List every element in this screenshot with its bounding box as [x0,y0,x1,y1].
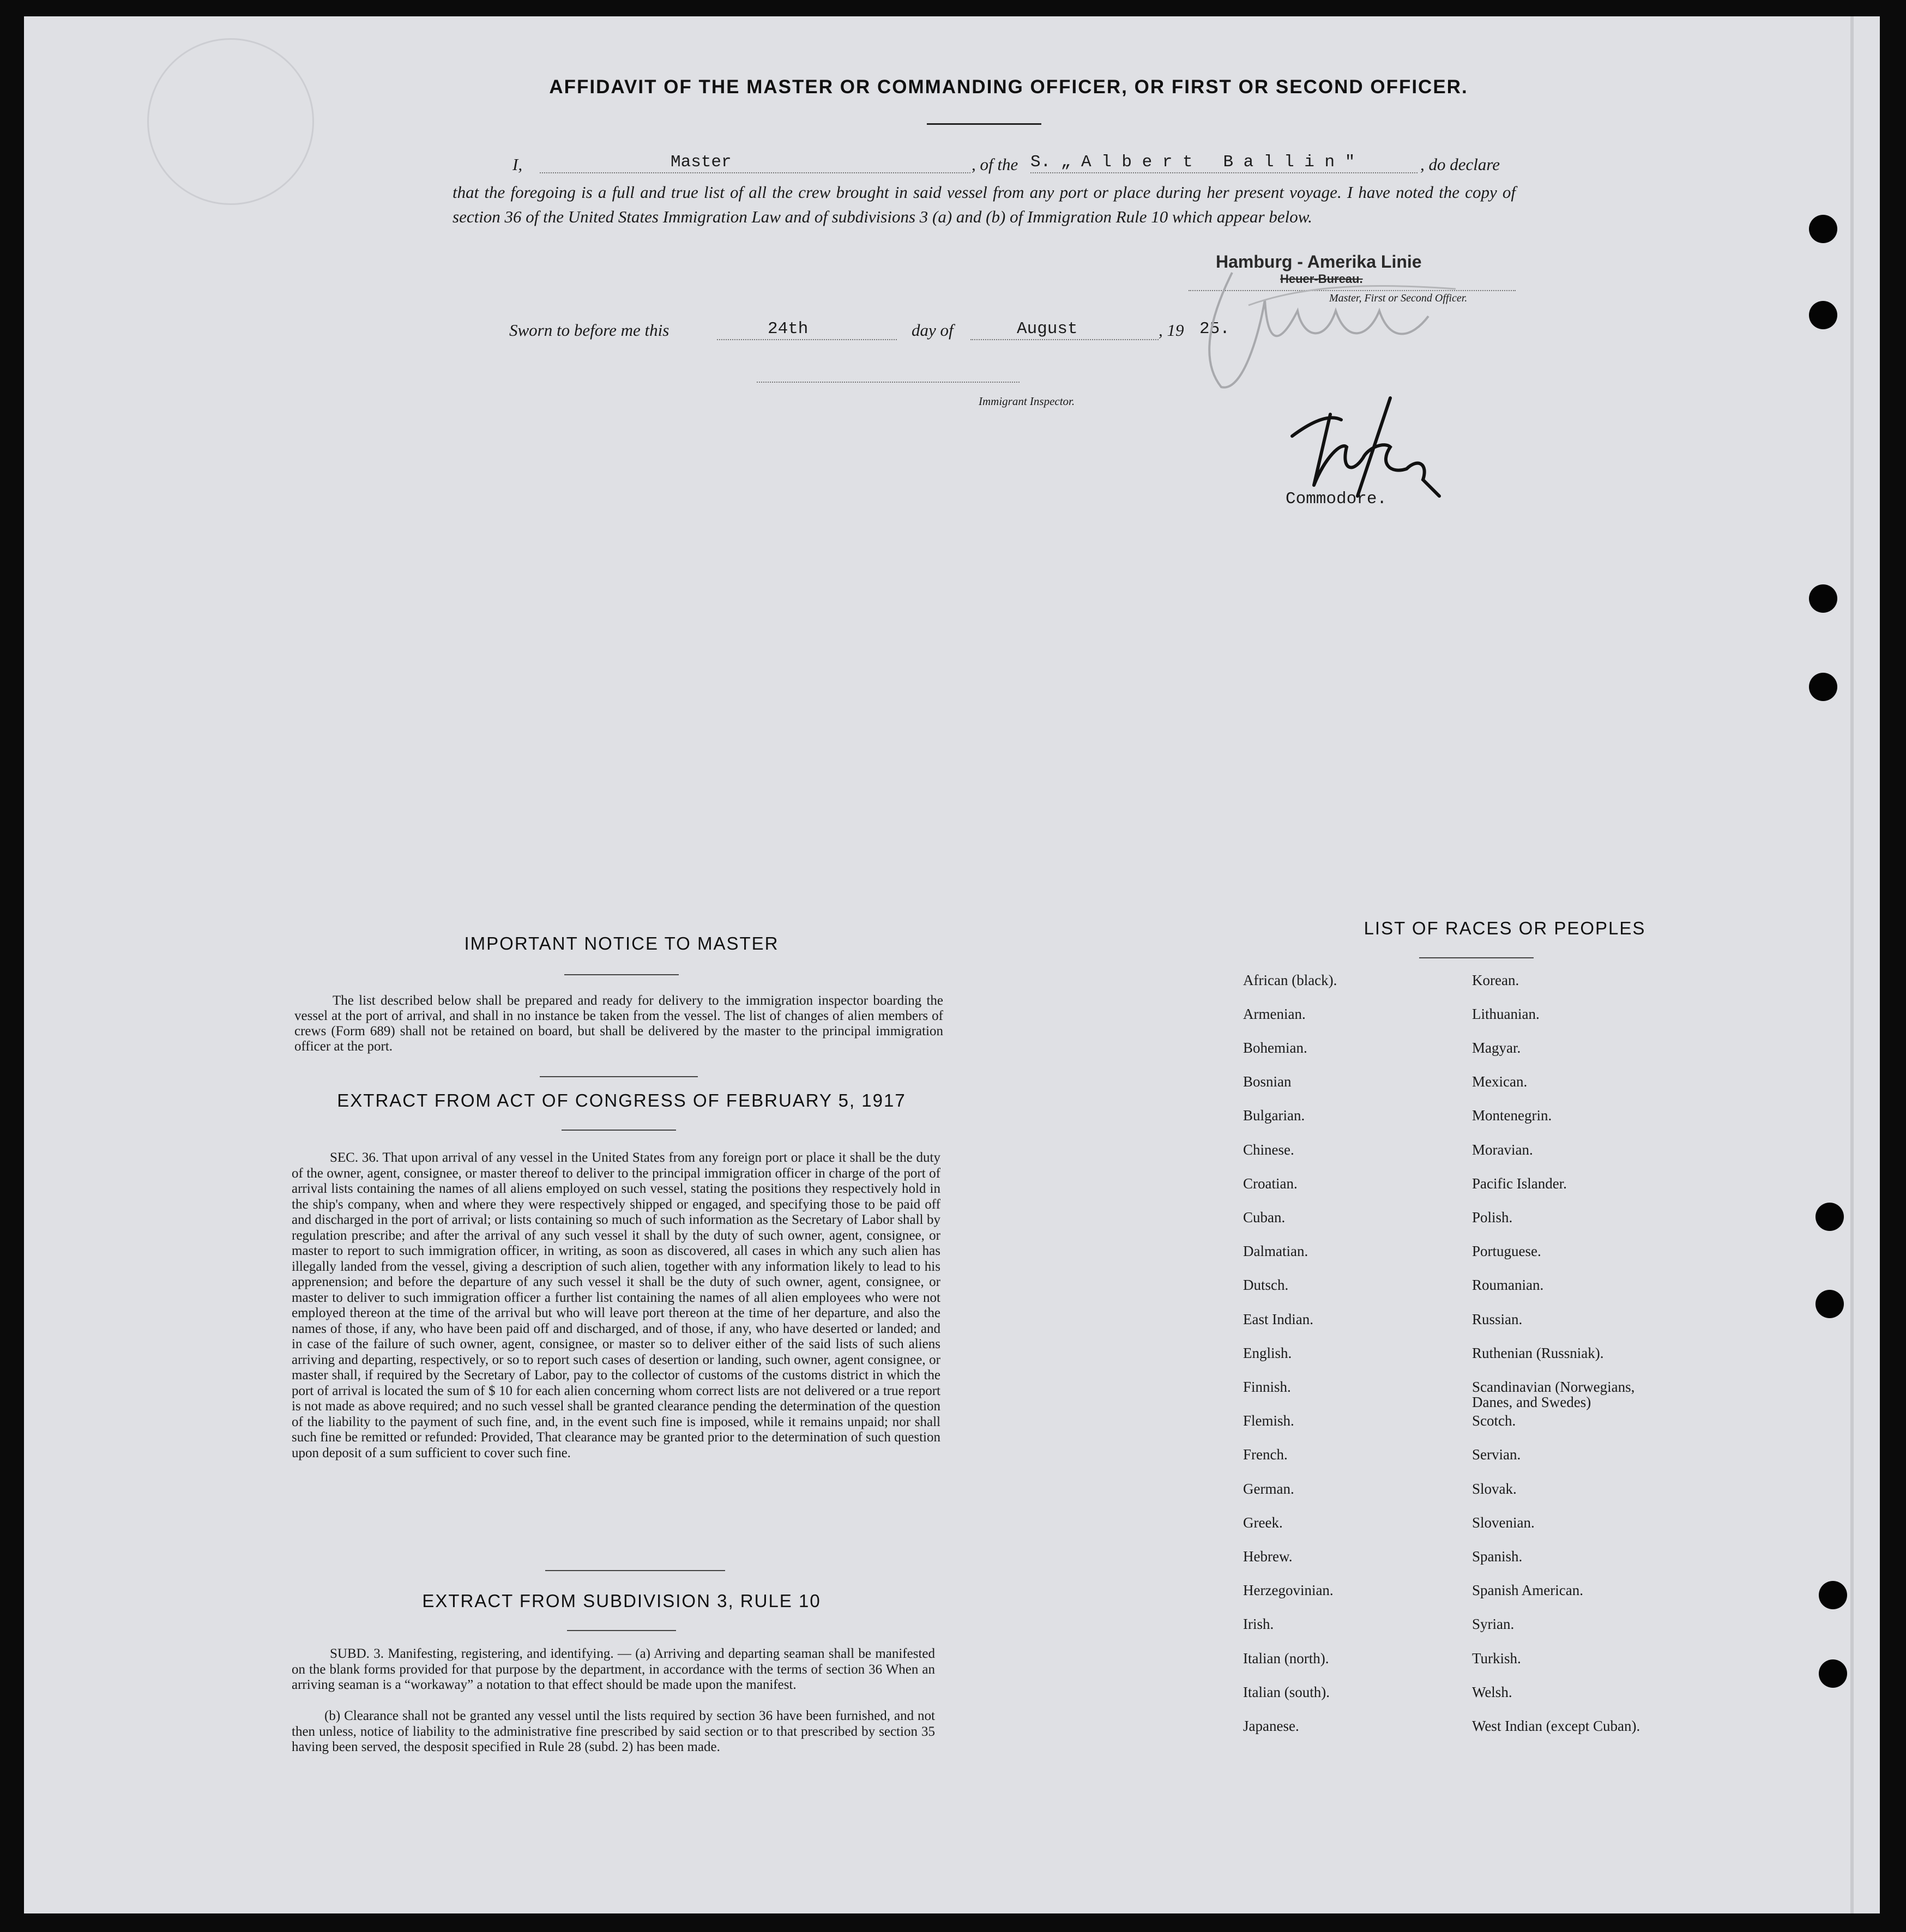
affidavit-line1-start: I, [512,155,523,174]
race-item: Finnish. [1243,1379,1291,1395]
race-item: Chinese. [1243,1142,1294,1158]
race-item: Cuban. [1243,1209,1286,1225]
race-item: Italian (south). [1243,1684,1330,1700]
master-name: Master [671,153,732,172]
race-item: French. [1243,1446,1288,1463]
punch-hole [1809,673,1837,701]
rule-subd-a: SUBD. 3. Manifesting, registering, and identifying. — (a) Arriving and departing seaman shall be manifested on the blank forms provided for that purpose by the department, in accordance with the terms of section 36 When an arriving seaman is a “workaway” a notation to that effect should be made upon the manifest. [292,1646,935,1692]
sworn-day-line [717,339,897,340]
master-name-line [540,172,970,173]
affidavit-of-the: , of the [972,155,1018,174]
day-of-label: day of [912,321,954,340]
races-title: LIST OF RACES OR PEOPLES [1364,918,1646,938]
rule-title: EXTRACT FROM SUBDIVISION 3, RULE 10 [422,1591,821,1611]
race-item: Dutsch. [1243,1277,1289,1293]
races-right-column [1472,973,1723,1752]
race-item: Roumanian. [1472,1277,1544,1293]
race-item: Hebrew. [1243,1548,1293,1565]
race-item: Scotch. [1472,1412,1516,1429]
race-item: Slovak. [1472,1481,1517,1497]
officer-caption: Master, First or Second Officer. [1329,292,1468,304]
race-item: Croatian. [1243,1175,1298,1192]
race-item: Montenegrin. [1472,1107,1552,1124]
race-item: West Indian (except Cuban). [1472,1718,1640,1734]
race-item: Ruthenian (Russniak). [1472,1345,1604,1361]
punch-hole [1809,215,1837,243]
affidavit-do-declare: , do declare [1420,155,1500,174]
race-item: Turkish. [1472,1650,1521,1667]
punch-hole [1819,1659,1847,1688]
act-text: SEC. 36. That upon arrival of any vessel in the United States from any foreign port or place it shall be the duty of the owner, agent, consignee, or master thereof to deliver to the principal immigration officer in charge of the port of arrival lists containing the names of all aliens employed on such vessel, stating the positions they respectively hold in the ship's company, when and where they were respectively shipped or engaged, and specifying those to be paid off and discharged in the port of arrival; or lists containing so much of such information as the Secretary of Labor shall by regulation prescribe; and after the arrival of any such vessel it shall by the duty of such owner, agent, consignee, or master to report to such immigration officer, in writing, as soon as discovered, all cases in which any such alien has illegally landed from the vessel, giving a description of such alien, together with any information likely to lead to his apprenension; and before the departure of any such vessel it shall be the duty of such owner, agent, consignee, or master to deliver to such immigration officer a further list containing the names of all alien employees who were not employed thereon at the time of the arrival but who will leave port thereon at the time of her departure, and also the names of those, if any, who have been paid off and discharged, and of those, if any, who have deserted or landed; and in case of the failure of such owner, agent, consignee, or master so to deliver either of the said lists of such aliens arriving and departing, respectively, or so to report such cases of desertion or landing, such owner, agent consignee, or master shall, if required by the Secretary of Labor, pay to the collector of customs of the customs district in which the port of arrival is located the sum of $ 10 for each alien concerning whom correct lists are not delivered or a true report is not made as above required; and no such vessel shall be granted clearance pending the determination of the question of the liability to the payment of such fine, and, in the event such fine is imposed, while it remains unpaid; nor shall such fine be remitted or refunded: Provided, That clearance may be granted prior to the determination of such question upon deposit of a sum sufficient to cover such fine. [292,1150,940,1460]
punch-hole [1819,1581,1847,1609]
race-item: Russian. [1472,1311,1523,1327]
officer-signature [1199,251,1472,414]
race-item: Japanese. [1243,1718,1299,1734]
race-item: Korean. [1472,972,1519,988]
race-item: Syrian. [1472,1616,1515,1632]
ship-name-line [1030,172,1418,173]
race-item: Scandinavian (Norwegians, Danes, and Swedes) [1472,1379,1635,1410]
race-item: German. [1243,1481,1294,1497]
notice-title: IMPORTANT NOTICE TO MASTER [464,933,779,953]
act-rule [562,1130,676,1131]
sworn-day: 24th [768,319,809,339]
race-item: Dalmatian. [1243,1243,1308,1259]
sworn-month-line [970,339,1159,340]
punch-hole [1809,301,1837,329]
race-item: English. [1243,1345,1292,1361]
rule-rule [567,1630,676,1631]
race-item: Bohemian. [1243,1040,1307,1056]
ship-name: S. „ A l b e r t B a l l i n " [1030,153,1355,172]
inspector-caption: Immigrant Inspector. [979,395,1075,408]
races-left-column [1243,973,1461,1752]
punch-hole [1809,584,1837,613]
race-item: Servian. [1472,1446,1521,1463]
race-item: Italian (north). [1243,1650,1329,1667]
year-prefix: , 19 [1159,321,1184,340]
act-end-rule [545,1570,725,1571]
year-suffix: 25. [1199,319,1230,339]
act-title: EXTRACT FROM ACT OF CONGRESS OF FEBRUARY 5, 1917 [337,1090,906,1110]
race-item: Spanish. [1472,1548,1523,1565]
race-item: African (black). [1243,972,1337,988]
notice-rule [564,974,679,975]
page-edge [1850,16,1854,1913]
race-item: Herzegovinian. [1243,1582,1334,1598]
race-item: Lithuanian. [1472,1006,1540,1022]
race-item: Bulgarian. [1243,1107,1305,1124]
affidavit-title: AFFIDAVIT OF THE MASTER OR COMMANDING OFFICER, OR FIRST OR SECOND OFFICER. [549,76,1468,98]
commodore-signature [1281,393,1445,502]
affidavit-statement: that the foregoing is a full and true list of all the crew brought in said vessel from any port or place during her present voyage. I have noted the copy of section 36 of the United States Immigration Law and of subdivisions 3 (a) and (b) of Immigration Rule 10 which appear below. [453,183,1516,226]
race-item: Greek. [1243,1514,1283,1531]
notice-text: The list described below shall be prepared and ready for delivery to the immigration inspector boarding the vessel at the port of arrival, and shall in no instance be taken from the vessel. The list of changes of alien members of crews (Form 689) shall not be retained on board, but shall be delivered by the master to the principal immigration officer at the port. [294,993,943,1054]
inspector-signature-line [757,382,1020,383]
sworn-label: Sworn to before me this [509,321,669,340]
race-item: Moravian. [1472,1142,1533,1158]
race-item: Pacific Islander. [1472,1175,1567,1192]
race-item: Spanish American. [1472,1582,1583,1598]
notice-end-rule [540,1076,698,1077]
race-item: Irish. [1243,1616,1274,1632]
race-item: Armenian. [1243,1006,1306,1022]
company-name: Hamburg - Amerika Linie [1216,252,1422,271]
race-item: Polish. [1472,1209,1513,1225]
punch-hole [1815,1290,1844,1318]
races-rule [1419,957,1534,958]
punch-hole [1815,1203,1844,1231]
title-rule [927,123,1041,125]
commodore-title: Commodore. [1286,490,1388,509]
race-item: East Indian. [1243,1311,1313,1327]
company-dept: Heuer-Bureau. [1280,272,1363,286]
embossed-seal [147,38,314,205]
race-item: Bosnian [1243,1073,1292,1090]
rule-subd-b: (b) Clearance shall not be granted any vessel until the lists required by section 36 have been furnished, and not then unless, notice of liability to the administrative fine prescribed by said section or to that prescribed by section 35 having been served, the desposit specified in Rule 28 (subd. 2) has been made. [292,1708,935,1754]
race-item: Magyar. [1472,1040,1521,1056]
sworn-month: August [1017,319,1078,339]
race-item: Slovenian. [1472,1514,1535,1531]
race-item: Welsh. [1472,1684,1512,1700]
race-item: Flemish. [1243,1412,1294,1429]
race-item: Portuguese. [1472,1243,1541,1259]
race-item: Mexican. [1472,1073,1528,1090]
